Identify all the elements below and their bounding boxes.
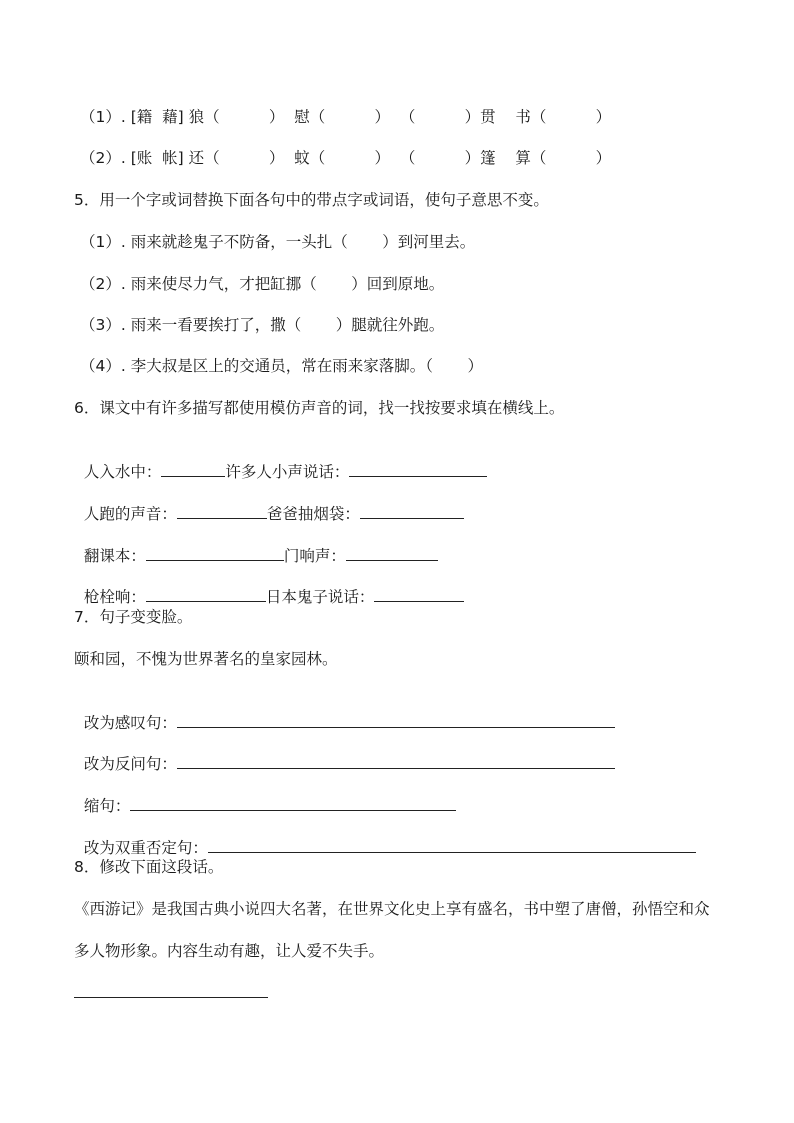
q7-title: 7．句子变变脸。 (74, 608, 193, 626)
answer-blank[interactable] (349, 462, 487, 477)
answer-blank[interactable] (360, 504, 464, 519)
q7-label: 改为感叹句： (83, 714, 177, 732)
q7-sentence: 颐和园，不愧为世界著名的皇家园林。 (74, 650, 338, 668)
answer-blank[interactable] (374, 587, 464, 602)
q7-prompt-1 (74, 690, 615, 734)
q6-row-4 (74, 564, 464, 608)
q6-label: 人跑的声音： (83, 505, 177, 523)
q6-row-3 (74, 523, 438, 567)
answer-blank[interactable] (177, 504, 267, 519)
q5-item-3: （3）. 雨来一看要挨打了，撒（ ）腿就往外跑。 (80, 316, 445, 334)
q6-label: 爸爸抽烟袋： (266, 505, 360, 523)
q6-label: 枪栓响： (83, 588, 146, 606)
answer-blank[interactable] (208, 838, 696, 853)
q6-label: 人入水中： (83, 463, 162, 481)
answer-blank[interactable] (130, 796, 456, 811)
q6-label: 日本鬼子说话： (265, 588, 375, 606)
q5-title: 5．用一个字或词替换下面各句中的带点字或词语，使句子意思不变。 (74, 191, 549, 209)
q6-label: 许多人小声说话： (225, 463, 350, 481)
q8-title: 8．修改下面这段话。 (74, 858, 224, 876)
q6-label: 翻课本： (83, 547, 146, 565)
q4-row-1: （1）. [籍 藉] 狼（ ） 慰（ ） （ ）贯 书（ ） (80, 108, 612, 126)
answer-blank[interactable] (161, 462, 225, 477)
answer-blank[interactable] (74, 997, 268, 998)
q7-label: 缩句： (83, 797, 131, 815)
q7-prompt-4 (74, 815, 696, 859)
answer-blank[interactable] (177, 754, 615, 769)
q8-paragraph: 《西游记》是我国古典小说四大名著，在世界文化史上享有盛名，书中塑了唐僧，孙悟空和众多人物形象。内容生动有趣，让人爱不失手。 (74, 900, 710, 960)
q6-label: 门响声： (283, 547, 346, 565)
answer-blank[interactable] (146, 546, 284, 561)
q5-item-4: （4）. 李大叔是区上的交通员，常在雨来家落脚。（ ） (80, 357, 483, 375)
q6-row-1 (74, 439, 487, 483)
q6-row-2 (74, 481, 464, 525)
answer-blank[interactable] (177, 713, 615, 728)
q7-prompt-2 (74, 731, 615, 775)
q5-item-2: （2）. 雨来使尽力气，才把缸挪（ ）回到原地。 (80, 275, 445, 293)
q6-title: 6．课文中有许多描写都使用模仿声音的词，找一找按要求填在横线上。 (74, 399, 565, 417)
q5-item-1: （1）. 雨来就趁鬼子不防备，一头扎（ ）到河里去。 (80, 233, 476, 251)
answer-blank[interactable] (346, 546, 438, 561)
answer-blank[interactable] (146, 587, 266, 602)
q7-label: 改为反问句： (83, 755, 177, 773)
q7-label: 改为双重否定句： (83, 839, 208, 857)
q4-row-2: （2）. [账 帐] 还（ ） 蚊（ ） （ ）篷 算（ ） (80, 149, 612, 167)
q7-prompt-3 (74, 773, 456, 817)
